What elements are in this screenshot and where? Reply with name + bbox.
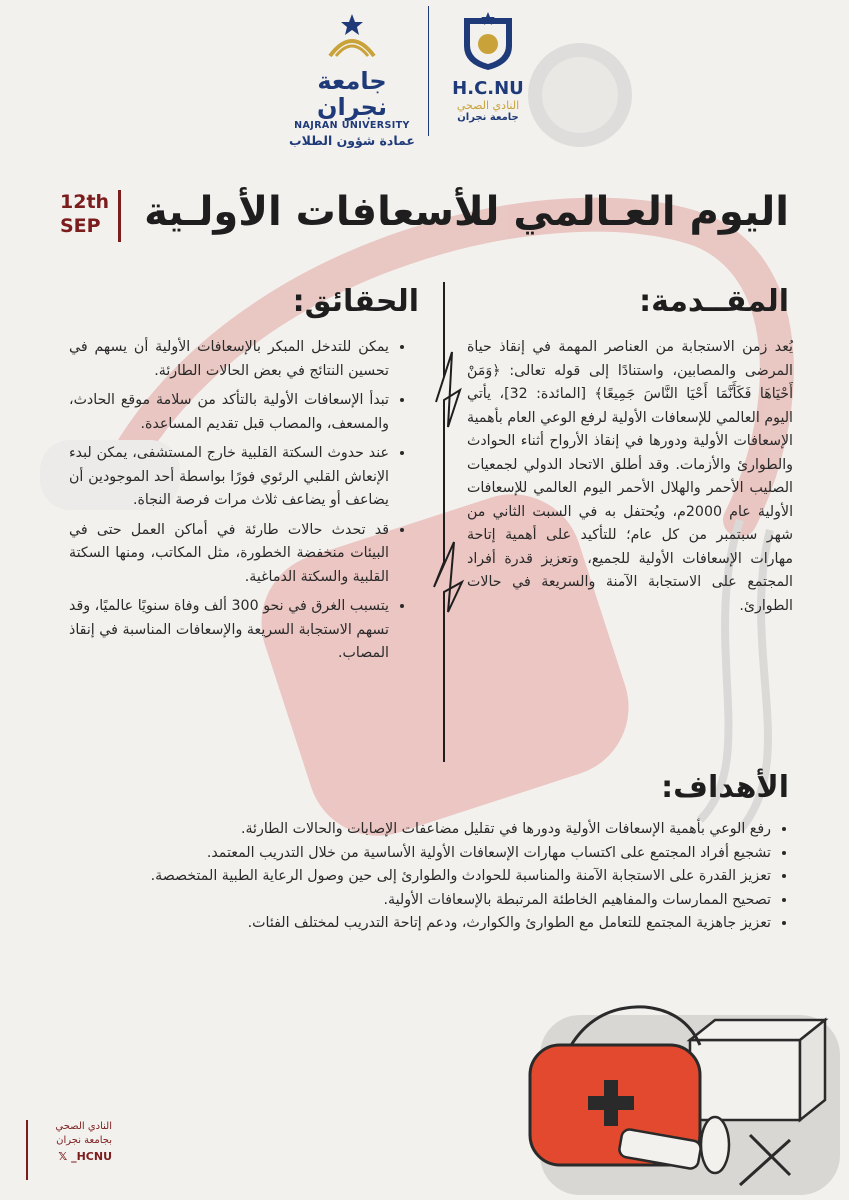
intro-paragraph: يُعد زمن الاستجابة من العناصر المهمة في إنقاذ حياة المرضى والمصابين، واستنادًا إلى قوله تعالى: ﴿وَمَنْ أَحْيَاهَا فَكَأَنَّمَا أَحْيَا النَّاسَ جَمِيعًا﴾ [المائدة: 32]، يأتي اليوم العالمي للإسعافات الأولية لرفع الوعي العام بأهمية الإسعافات الأولية ودورها في إنقاذ الأرواح أثناء الحوادث والطوارئ والأزمات. وقد أطلق الاتحاد الدولي لجمعيات الصليب الأحمر والهلال الأحمر اليوم العالمي للإسعافات الأولية عام 2000م، ويُحتفل به في السبت الثاني من شهر سبتمبر من كل عام؛ للتأكيد على أهمية إتاحة مهارات الإسعافات الأولية للجميع، وتعزيز قدرة أفراد المجتمع على الاستجابة الآمنة والسريعة في حالات الطوارئ. — [467, 339, 794, 614]
date-divider — [118, 190, 121, 242]
list-item: • رفع الوعي بأهمية الإسعافات الأولية ودورها في تقليل مضاعفات الإصابات والحالات الطارئة. — [21, 818, 771, 842]
date-day: 12th — [60, 191, 110, 213]
goals-list — [21, 818, 793, 936]
club-university: جامعة نجران — [457, 112, 519, 123]
event-date — [60, 190, 120, 238]
header-divider — [428, 6, 429, 136]
university-name-ar: جامعة نجران — [317, 67, 387, 121]
footer-credit — [26, 1120, 126, 1166]
footer-accent-bar — [26, 1120, 28, 1180]
club-name: النادي الصحي — [456, 99, 520, 112]
facts-heading: الحقائق: — [292, 284, 419, 319]
goals-heading: الأهداف: — [661, 770, 789, 805]
list-item: • تعزيز القدرة على الاستجابة الآمنة والمناسبة للحوادث والطوارئ إلى حين وصول الرعاية الطبية المتخصصة. — [21, 865, 771, 889]
page-title: اليوم العـالمي للأسعافات الأولـية — [144, 189, 789, 235]
intro-heading: المقــدمة: — [639, 284, 789, 319]
first-aid-kit-illustration — [500, 985, 840, 1195]
date-month: SEP — [60, 215, 101, 237]
facts-list — [69, 336, 407, 672]
footer-x-handle[interactable]: 𝕏 _HCNU — [58, 1150, 112, 1163]
list-item: • عند حدوث السكتة القلبية خارج المستشفى، يمكن لبدء الإنعاش القلبي الرئوي فورًا بواسطة أحد الموجودين أن يضاعف أو يضاعف ثلاث مرات فرصة النجاة. — [69, 442, 389, 513]
list-item: • تصحيح الممارسات والمفاهيم الخاطئة المرتبطة بالإسعافات الأولية. — [21, 889, 771, 913]
list-item: • تشجيع أفراد المجتمع على اكتساب مهارات الإسعافات الأولية الأساسية من خلال التدريب المعتمد. — [21, 842, 771, 866]
list-item: • يتسبب الغرق في نحو 300 ألف وفاة سنويًا عالميًا، وقد تسهم الاستجابة السريعة والإسعافات المناسبة في إنقاذ المصاب. — [69, 595, 389, 666]
university-emblem-icon — [322, 12, 382, 62]
health-club-logo — [440, 12, 536, 123]
club-shield-icon — [460, 12, 516, 72]
university-name-en: NAJRAN UNIVERSITY — [294, 120, 410, 131]
list-item: • تبدأ الإسعافات الأولية بالتأكد من سلامة موقع الحادث، والمسعف، والمصاب قبل تقديم المساعدة. — [69, 389, 389, 436]
list-item: • تعزيز جاهزية المجتمع للتعامل مع الطوارئ والكوارث، ودعم إتاحة التدريب لمختلف الفئات. — [21, 912, 771, 936]
deanship-name: عمادة شؤون الطلاب — [289, 133, 415, 148]
footer-club-name: النادي الصحي — [55, 1121, 112, 1132]
club-abbreviation: H.C.NU — [452, 78, 524, 99]
najran-university-logo — [282, 12, 422, 148]
list-item: • يمكن للتدخل المبكر بالإسعافات الأولية أن يسهم في تحسين النتائج في بعض الحالات الطارئة. — [69, 336, 389, 383]
list-item: • قد تحدث حالات طارئة في أماكن العمل حتى في البيئات منخفضة الخطورة، مثل المكاتب، ومنها السكتة القلبية والسكتة الدماغية. — [69, 519, 389, 590]
footer-university: بجامعة نجران — [56, 1135, 112, 1146]
